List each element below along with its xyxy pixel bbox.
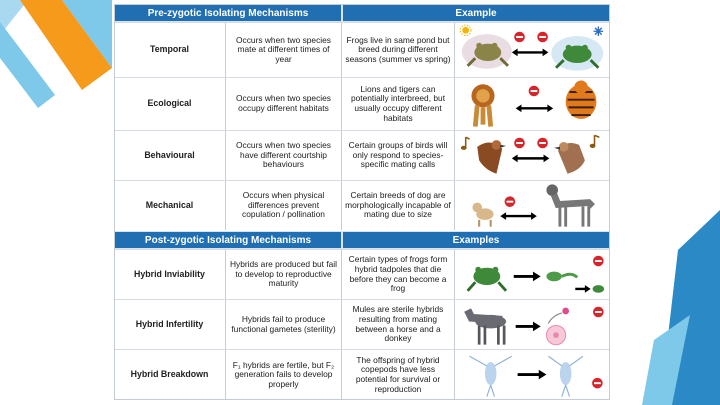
mechanism-name: Hybrid Infertility — [114, 300, 226, 349]
right-decoration — [612, 190, 720, 405]
mechanism-description: Occurs when physical differences prevent copulation / pollination — [226, 181, 342, 230]
arrow-icon — [516, 322, 541, 332]
mechanism-example: Certain breeds of dog are morphologically incapable of mating due to size — [342, 181, 455, 230]
mechanism-description: Occurs when two species mate at different times of year — [226, 23, 342, 77]
mechanism-name: Mechanical — [114, 181, 226, 230]
double-arrow-icon — [516, 104, 553, 112]
mechanism-example: Mules are sterile hybrids resulting from mating between a horse and a donkey — [342, 300, 455, 349]
table-row-behavioural — [114, 130, 610, 180]
mechanism-description: F₁ hybrids are fertile, but F₂ generation fails to develop properly — [226, 350, 342, 400]
mechanism-example: The offspring of hybrid copepods have less potential for survival or reproduction — [342, 350, 455, 400]
mule-icon — [468, 310, 506, 345]
mechanism-name: Ecological — [114, 78, 226, 130]
mechanism-name: Behavioural — [114, 131, 226, 180]
mechanism-example: Lions and tigers can potentially interbreed, but usually occupy different habitats — [342, 78, 455, 130]
arrow-icon — [514, 272, 541, 282]
frog-icon — [593, 285, 605, 293]
example-illustration — [455, 181, 610, 230]
bird-icon — [554, 142, 585, 174]
double-arrow-icon — [512, 49, 549, 57]
no-entry-icon — [505, 196, 516, 207]
mechanism-description: Hybrids fail to produce functional gametes (sterility) — [226, 300, 342, 349]
mechanism-name: Hybrid Breakdown — [114, 350, 226, 400]
mechanism-description: Hybrids are produced but fail to develop to reproductive maturity — [226, 250, 342, 299]
pre-zygotic-header: Pre-zygotic Isolating Mechanisms — [114, 4, 342, 22]
example-illustration — [455, 131, 610, 180]
no-entry-icon — [537, 32, 548, 43]
small-dog-icon — [472, 203, 493, 227]
left-decoration — [0, 0, 120, 130]
great-dane-icon — [546, 184, 592, 226]
double-arrow-icon — [512, 155, 549, 163]
post-zygotic-example-header: Examples — [342, 231, 610, 249]
no-entry-icon — [592, 378, 603, 389]
example-illustration — [455, 350, 610, 400]
tiger-icon — [566, 80, 597, 118]
mechanism-description: Occurs when two species occupy different habitats — [226, 78, 342, 130]
table-row-temporal — [114, 22, 610, 77]
mechanism-description: Occurs when two species have different courtship behaviours — [226, 131, 342, 180]
no-entry-icon — [537, 138, 548, 149]
pre-zygotic-example-header: Example — [342, 4, 610, 22]
mechanism-example: Certain groups of birds will only respond to species-specific mating calls — [342, 131, 455, 180]
table-row-ecological — [114, 77, 610, 130]
bird-icon — [477, 140, 506, 174]
example-illustration — [455, 23, 610, 77]
mechanism-name: Hybrid Inviability — [114, 250, 226, 299]
double-arrow-icon — [500, 212, 537, 220]
no-entry-icon — [593, 256, 604, 267]
isolating-mechanisms-table — [114, 4, 610, 400]
no-entry-icon — [593, 307, 604, 318]
mechanism-example: Certain types of frogs form hybrid tadpoles that die before they can become a frog — [342, 250, 455, 299]
music-note-icon — [461, 137, 470, 150]
arrow-icon — [518, 370, 547, 380]
mechanism-name: Temporal — [114, 23, 226, 77]
example-illustration — [455, 250, 610, 299]
example-illustration — [455, 300, 610, 349]
lion-icon — [471, 84, 494, 126]
sperm-icon — [548, 308, 569, 324]
table-row-hybrid-breakdown — [114, 349, 610, 400]
arrow-icon — [575, 285, 590, 293]
snowflake-icon — [594, 26, 604, 36]
example-illustration — [455, 78, 610, 130]
frog-icon — [468, 267, 506, 291]
music-note-icon — [590, 135, 600, 148]
table-row-hybrid-inviability — [114, 249, 610, 299]
copepod-icon — [548, 356, 583, 396]
tadpole-icon — [546, 272, 577, 282]
no-entry-icon — [514, 138, 525, 149]
no-entry-icon — [529, 86, 540, 97]
egg-cell-icon — [546, 325, 565, 344]
no-entry-icon — [514, 32, 525, 43]
post-zygotic-header: Post-zygotic Isolating Mechanisms — [114, 231, 342, 249]
copepod-icon — [470, 356, 512, 396]
table-row-hybrid-infertility — [114, 299, 610, 349]
sun-icon — [460, 25, 471, 36]
mechanism-example: Frogs live in same pond but breed during different seasons (summer vs spring) — [342, 23, 455, 77]
table-row-mechanical — [114, 180, 610, 230]
